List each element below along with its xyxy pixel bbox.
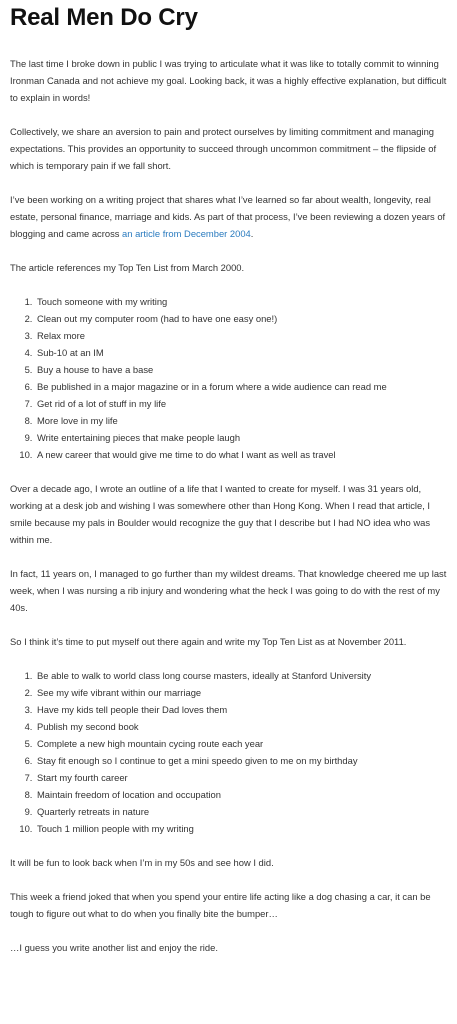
list-item: 4. Publish my second book bbox=[35, 718, 447, 735]
list-item: 2. Clean out my computer room (had to have one easy one!) bbox=[35, 310, 447, 327]
list-item: 7. Start my fourth career bbox=[35, 769, 447, 786]
list-item: 8. More love in my life bbox=[35, 412, 447, 429]
list-item: 3. Relax more bbox=[35, 327, 447, 344]
paragraph-writing-project bbox=[10, 191, 447, 242]
list-item: 9. Quarterly retreats in nature bbox=[35, 803, 447, 820]
list-item: 9. Write entertaining pieces that make people laugh bbox=[35, 429, 447, 446]
paragraph-look-back: It will be fun to look back when I’m in my 50s and see how I did. bbox=[10, 857, 274, 868]
list-item: 10. Touch 1 million people with my writing bbox=[35, 820, 447, 837]
paragraph-list-intro-2011: So I think it’s time to put myself out there again and write my Top Ten List as at November 2011. bbox=[10, 636, 407, 647]
top-ten-list-2011 bbox=[10, 667, 447, 837]
list-item: 1. Touch someone with my writing bbox=[35, 293, 447, 310]
list-item: 3. Have my kids tell people their Dad loves them bbox=[35, 701, 447, 718]
top-ten-list-2000 bbox=[10, 293, 447, 463]
paragraph-list-intro-2000: The article references my Top Ten List from March 2000. bbox=[10, 262, 245, 273]
list-item: 4. Sub-10 at an IM bbox=[35, 344, 447, 361]
page-title: Real Men Do Cry bbox=[10, 4, 198, 31]
list-item: 5. Complete a new high mountain cycing route each year bbox=[35, 735, 447, 752]
article-link[interactable]: an article from December 2004 bbox=[122, 228, 251, 239]
paragraph-aversion: Collectively, we share an aversion to pain and protect ourselves by limiting commitment and managing expectations. This provides an opportunity to succeed through uncommon commitment – the flipside of which is temporary pain if we fall short. bbox=[10, 126, 437, 171]
list-item: 2. See my wife vibrant within our marriage bbox=[35, 684, 447, 701]
paragraph-eleven-years: In fact, 11 years on, I managed to go further than my wildest dreams. That knowledge cheered me up last week, when I was nursing a rib injury and wondering what the heck I was going to do with the rest of my 40s. bbox=[10, 568, 447, 613]
paragraph-text: I’ve been working on a writing project that shares what I’ve learned so far about wealth, longevity, real estate, personal finance, marriage and kids. As part of that process, I’ve been reviewing a dozen years of blogging and came across bbox=[10, 194, 446, 239]
list-item: 8. Maintain freedom of location and occupation bbox=[35, 786, 447, 803]
list-item: 1. Be able to walk to world class long course masters, ideally at Stanford University bbox=[35, 667, 447, 684]
list-item: 6. Stay fit enough so I continue to get a mini speedo given to me on my birthday bbox=[35, 752, 447, 769]
paragraph-dog-chasing-car: This week a friend joked that when you spend your entire life acting like a dog chasing a car, it can be tough to figure out what to do when you finally bite the bumper… bbox=[10, 891, 431, 919]
list-item: 6. Be published in a major magazine or in a forum where a wide audience can read me bbox=[35, 378, 447, 395]
paragraph-text: . bbox=[250, 228, 254, 239]
list-item: 10. A new career that would give me time to do what I want as well as travel bbox=[35, 446, 447, 463]
paragraph-ironman: The last time I broke down in public I was trying to articulate what it was like to totally commit to winning Ironman Canada and not achieve my goal. Looking back, it was a highly effective explanation, but difficult to explain in words! bbox=[10, 58, 447, 103]
list-item: 7. Get rid of a lot of stuff in my life bbox=[35, 395, 447, 412]
paragraph-decade-ago: Over a decade ago, I wrote an outline of a life that I wanted to create for myself. I was 31 years old, working at a desk job and wishing I was somewhere other than Hong Kong. When I read that article, I smile because my pals in Boulder would recognize the guy that I describe but I had NO idea who was within me. bbox=[10, 483, 431, 545]
list-item: 5. Buy a house to have a base bbox=[35, 361, 447, 378]
paragraph-closing: …I guess you write another list and enjoy the ride. bbox=[10, 942, 218, 953]
